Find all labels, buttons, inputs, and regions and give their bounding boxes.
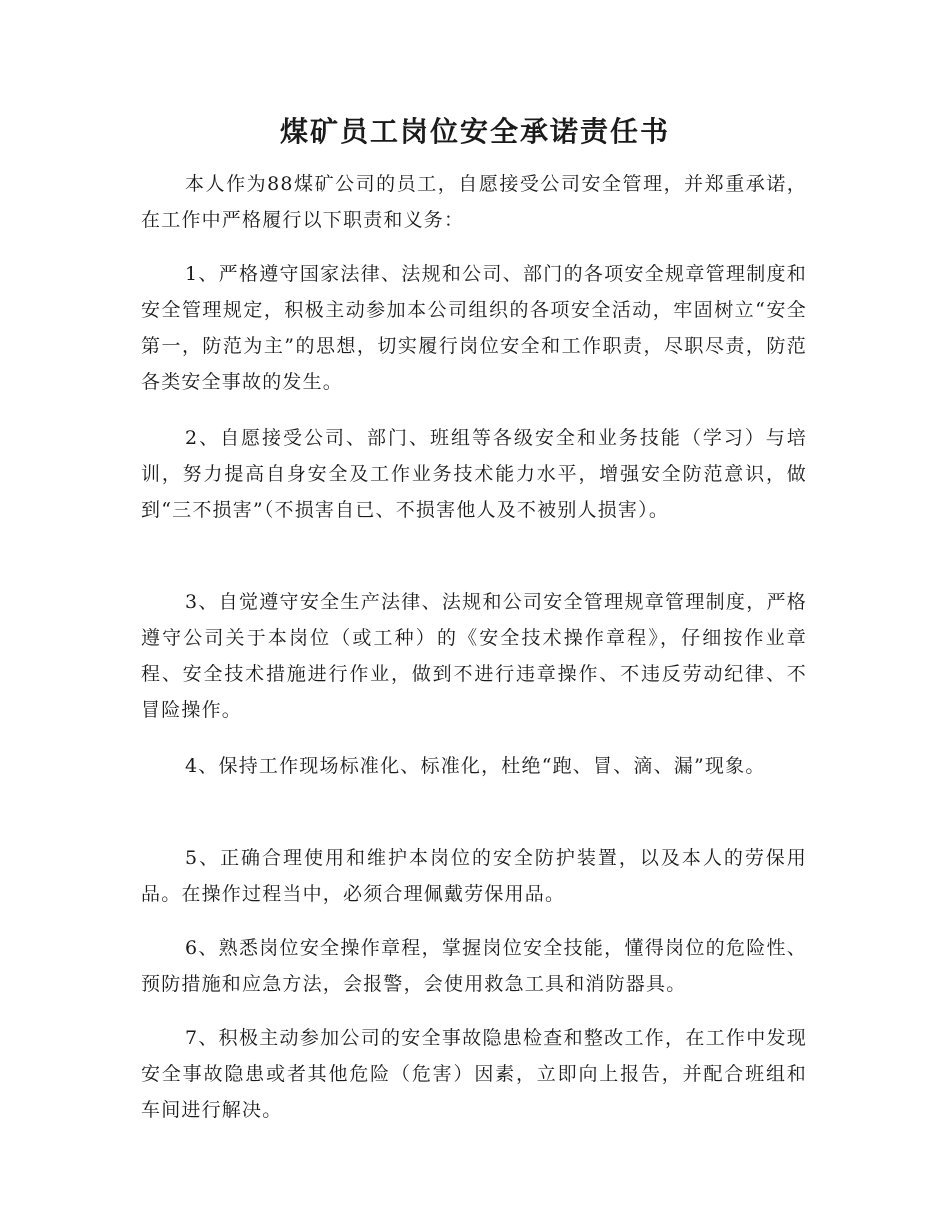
commitment-item-2: 2、自愿接受公司、部门、班组等各级安全和业务技能（学习）与培训，努力提高自身安全及工作业务技术能力水平，增强安全防范意识，做到“三不损害”（不损害自已、不损害他人及不被别人损害）。 bbox=[141, 427, 807, 521]
intro-paragraph: 本人作为88煤矿公司的员工，自愿接受公司安全管理，并郑重承诺，在工作中严格履行以下职责和义务： bbox=[141, 173, 807, 231]
commitment-item-4: 4、保持工作现场标准化、标准化，杜绝“跑、冒、滴、漏”现象。 bbox=[185, 755, 766, 777]
commitment-item-7: 7、积极主动参加公司的安全事故隐患检查和整改工作，在工作中发现安全事故隐患或者其他危险（危害）因素，立即向上报告，并配合班组和车间进行解决。 bbox=[141, 1027, 807, 1121]
commitment-item-3: 3、自觉遵守安全生产法律、法规和公司安全管理规章管理制度，严格遵守公司关于本岗位（或工种）的《安全技术操作章程》，仔细按作业章程、安全技术措施进行作业，做到不进行违章操作、不违反劳动纪律、不冒险操作。 bbox=[141, 591, 807, 721]
commitment-item-1: 1、严格遵守国家法律、法规和公司、部门的各项安全规章管理制度和安全管理规定，积极主动参加本公司组织的各项安全活动，牢固树立“安全第一，防范为主”的思想，切实履行岗位安全和工作职责，尽职尽责，防范各类安全事故的发生。 bbox=[141, 263, 807, 393]
document-title: 煤矿员工岗位安全承诺责任书 bbox=[279, 115, 670, 148]
commitment-item-6: 6、熟悉岗位安全操作章程，掌握岗位安全技能，懂得岗位的危险性、预防措施和应急方法，会报警，会使用救急工具和消防器具。 bbox=[141, 937, 807, 995]
commitment-item-5: 5、正确合理使用和维护本岗位的安全防护装置，以及本人的劳保用品。在操作过程当中，必须合理佩戴劳保用品。 bbox=[141, 847, 807, 905]
